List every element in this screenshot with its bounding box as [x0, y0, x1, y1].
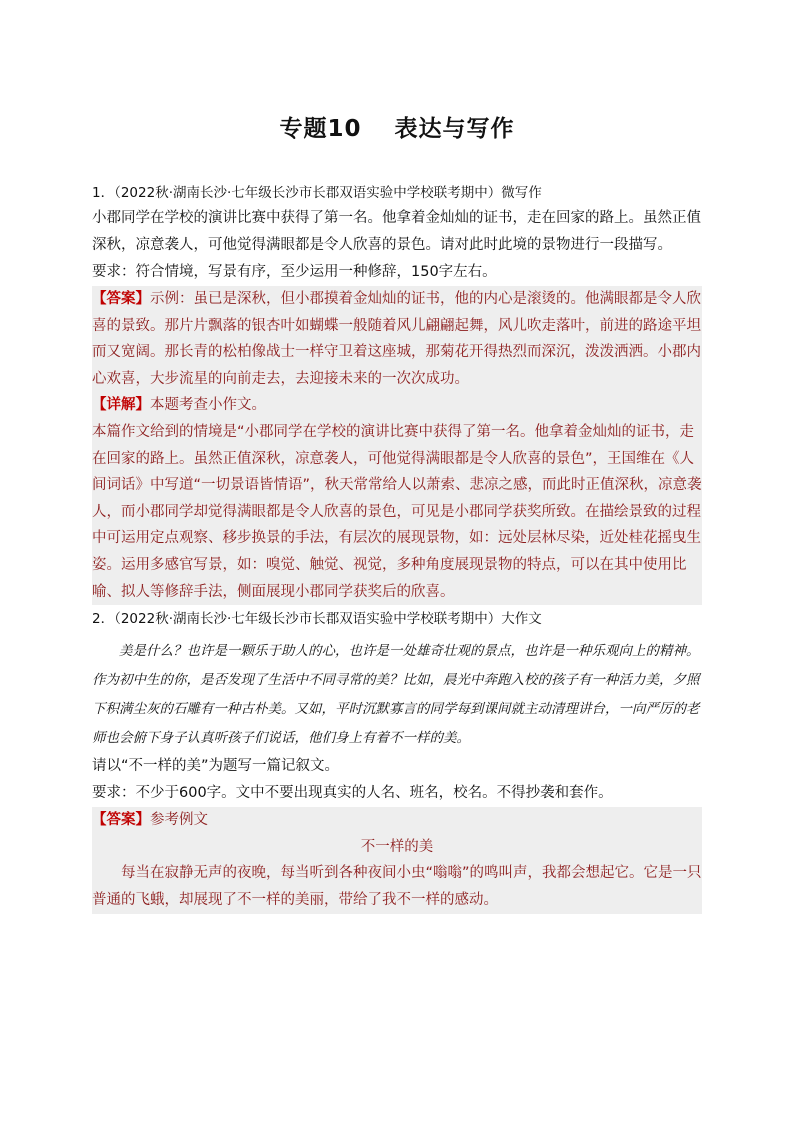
detail-title: 本题考查小作文。: [150, 397, 266, 414]
question-1-requirement: 要求：符合情境，写景有序，至少运用一种修辞，150字左右。: [92, 264, 497, 280]
question-2-prompt: 请以“不一样的美”为题写一篇记叙文。: [92, 758, 340, 775]
essay-paragraph: 每当在寂静无声的夜晚，每当听到各种夜间小虫“嗡嗡”的鸣叫声，我都会想起它。它是一只普通的飞蛾，却展现了不一样的美丽，带给了我不一样的感动。: [92, 860, 702, 913]
page-title: 专题10 表达与写作: [279, 116, 515, 142]
question-2-answer: [92, 807, 702, 834]
question-2-head: 2．（2022秋·湖南长沙·七年级长沙市长郡双语实验中学校联考期中）大作文: [92, 611, 542, 628]
question-2-requirement: 要求：不少于600字。文中不要出现真实的人名、班名，校名。不得抄袭和套作。: [92, 785, 613, 802]
question-1-head: 1．（2022秋·湖南长沙·七年级长沙市长郡双语实验中学校联考期中）微写作: [92, 185, 542, 201]
essay-title: 不一样的美: [92, 834, 702, 861]
question-1-detail: 本篇作文给到的情境是“小郡同学在学校的演讲比赛中获得了第一名。他拿着金灿灿的证书，走在回家的路上。虽然正值深秋，凉意袭人，可他觉得满眼都是令人欣喜的景色”，王国维在《人间词话》中写道“一切景语皆情语”，秋天常常给人以萧索、悲凉之感，而此时正值深秋，凉意袭人，而小郡同学却觉得满眼都是令人欣喜的景色，可见是小郡同学获奖所致。在描绘景致的过程中可运用定点观察、移步换景的手法，有层次的展现景物，如：远处层林尽染，近处桂花摇曳生姿。运用多感官写景，如：嗅觉、触觉、视觉，多种角度展现景物的特点，可以在其中使用比喻、拟人等修辞手法，侧面展现小郡同学获奖后的欣喜。: [92, 419, 702, 605]
question-2: [92, 607, 702, 913]
question-1-answer: [92, 286, 702, 392]
answer-tag: 【答案】: [92, 291, 150, 307]
question-2-material: 美是什么？也许是一颗乐于助人的心，也许是一处雄奇壮观的景点，也许是一种乐观向上的精神。作为初中生的你，是否发现了生活中不同寻常的美？比如，晨光中奔跑入校的孩子有一种活力美，夕照下积满尘灰的石雕有一种古朴美。又如，平时沉默寡言的同学每到课间就主动清理讲台，一向严厉的老师也会俯下身子认真听孩子们说话，他们身上有着不一样的美。: [92, 643, 700, 747]
answer-label: 参考例文: [150, 812, 208, 829]
question-1-prompt: 小郡同学在学校的演讲比赛中获得了第一名。他拿着金灿灿的证书，走在回家的路上。虽然正值深秋，凉意袭人，可他觉得满眼都是令人欣喜的景色。请对此时此境的景物进行一段描写。: [92, 210, 701, 253]
question-1: [92, 181, 702, 605]
answer-text: 示例：虽已是深秋，但小郡摸着金灿灿的证书，他的内心是滚烫的。他满眼都是令人欣喜的景致。那片片飘落的银杏叶如蝴蝶一般随着风儿翩翩起舞，风儿吹走落叶，前进的路途平坦而又宽阔。那长青的松柏像战士一样守卫着这座城，那菊花开得热烈而深沉，泼泼洒洒。小郡内心欢喜，大步流星的向前走去，去迎接未来的一次次成功。: [92, 291, 701, 387]
question-1-detail-head: [92, 392, 702, 419]
detail-tag: 【详解】: [92, 397, 150, 414]
document-page: [92, 96, 702, 914]
answer-tag: 【答案】: [92, 812, 150, 829]
